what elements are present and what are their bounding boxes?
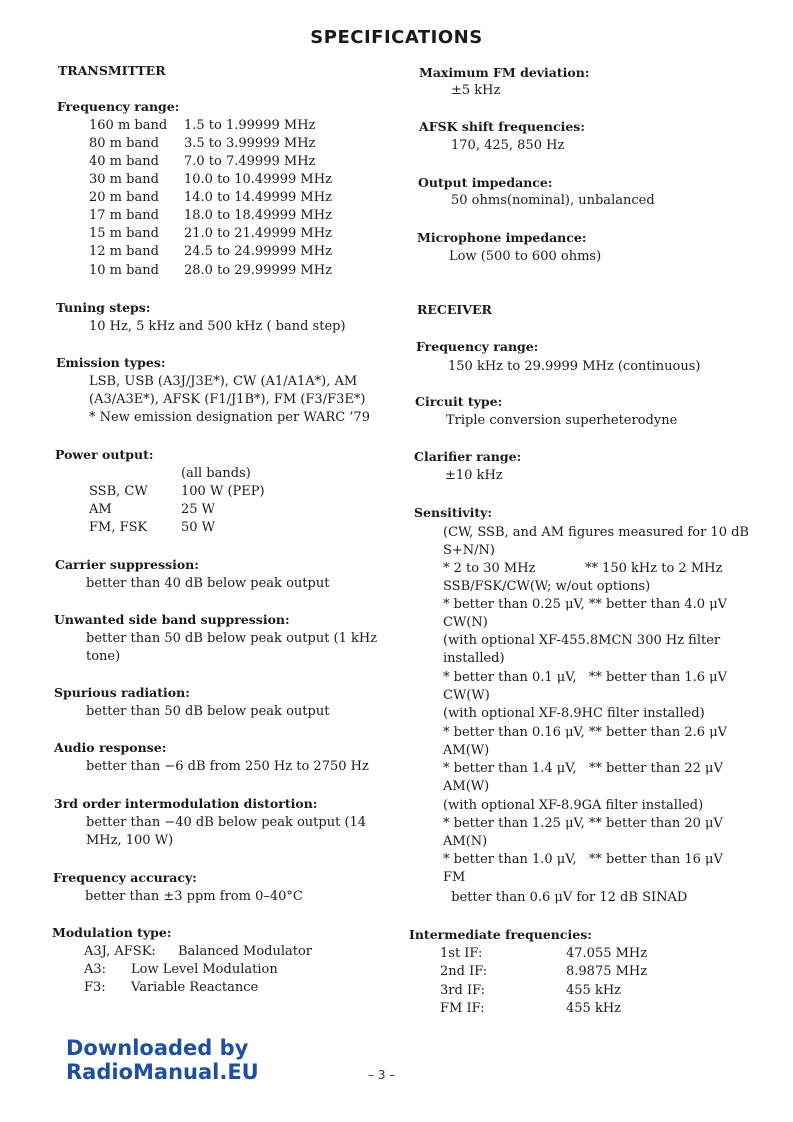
intermod-line: MHz, 100 W) xyxy=(86,833,174,848)
rx-frequency-range-label: Frequency range: xyxy=(416,339,539,354)
power-output-header: (all bands) xyxy=(181,466,251,481)
page-number: – 3 – xyxy=(368,1068,396,1082)
spurious-radiation-label: Spurious radiation: xyxy=(54,685,190,700)
band-range: 10.0 to 10.49999 MHz xyxy=(184,172,332,187)
rx-frequency-range-value: 150 kHz to 29.9999 MHz (continuous) xyxy=(448,359,701,374)
clarifier-range-label: Clarifier range: xyxy=(414,449,522,464)
clarifier-range-value: ±10 kHz xyxy=(445,468,503,483)
max-fm-deviation-label: Maximum FM deviation: xyxy=(419,65,590,80)
sensitivity-line: * better than 1.4 μV, ** better than 22 μV xyxy=(443,761,723,776)
if-name: 1st IF: xyxy=(440,946,483,961)
sensitivity-line: (CW, SSB, and AM figures measured for 10 dB xyxy=(443,525,749,540)
circuit-type-label: Circuit type: xyxy=(415,394,503,409)
sensitivity-line: better than 0.6 μV for 12 dB SINAD xyxy=(443,890,688,905)
sensitivity-line: * better than 0.1 μV, ** better than 1.6 μV xyxy=(443,670,728,685)
modulation-mode: A3J, AFSK: xyxy=(84,944,156,959)
circuit-type-value: Triple conversion superheterodyne xyxy=(446,413,678,428)
sensitivity-line: * better than 0.16 μV, ** better than 2.6 μV xyxy=(443,725,728,740)
sensitivity-line: installed) xyxy=(443,651,505,666)
band-name: 160 m band xyxy=(89,118,168,133)
if-name: FM IF: xyxy=(440,1001,485,1016)
carrier-suppression-label: Carrier suppression: xyxy=(55,557,199,572)
if-value: 455 kHz xyxy=(566,983,622,998)
intermod-label: 3rd order intermodulation distortion: xyxy=(54,796,318,811)
frequency-accuracy-value: better than ±3 ppm from 0–40°C xyxy=(85,889,303,904)
sensitivity-line: * better than 0.25 μV, ** better than 4.0 μV xyxy=(443,597,728,612)
band-name: 10 m band xyxy=(89,263,159,278)
if-name: 3rd IF: xyxy=(440,983,486,998)
band-range: 21.0 to 21.49999 MHz xyxy=(184,226,332,241)
sensitivity-line: CW(W) xyxy=(443,688,490,703)
band-range: 24.5 to 24.99999 MHz xyxy=(184,244,332,259)
tuning-steps-label: Tuning steps: xyxy=(56,300,151,315)
frequency-accuracy-label: Frequency accuracy: xyxy=(53,870,197,885)
emission-line: (A3/A3E*), AFSK (F1/J1B*), FM (F3/F3E*) xyxy=(89,392,366,407)
power-value: 50 W xyxy=(181,520,216,535)
band-range: 14.0 to 14.49999 MHz xyxy=(184,190,332,205)
microphone-impedance-value: Low (500 to 600 ohms) xyxy=(449,249,602,264)
modulation-desc: Variable Reactance xyxy=(131,980,259,995)
transmitter-heading: TRANSMITTER xyxy=(58,63,166,78)
band-name: 20 m band xyxy=(89,190,159,205)
sensitivity-line: (with optional XF-8.9GA filter installed) xyxy=(443,798,704,813)
sensitivity-label: Sensitivity: xyxy=(414,505,493,520)
power-mode: FM, FSK xyxy=(89,520,148,535)
sensitivity-line: S+N/N) xyxy=(443,543,495,558)
unwanted-sideband-line: tone) xyxy=(86,649,121,664)
band-range: 3.5 to 3.99999 MHz xyxy=(184,136,316,151)
band-name: 80 m band xyxy=(89,136,159,151)
power-value: 25 W xyxy=(181,502,216,517)
band-range: 28.0 to 29.99999 MHz xyxy=(184,263,332,278)
unwanted-sideband-label: Unwanted side band suppression: xyxy=(54,612,290,627)
tuning-steps-value: 10 Hz, 5 kHz and 500 kHz ( band step) xyxy=(89,319,346,334)
sensitivity-line: AM(W) xyxy=(443,779,490,794)
band-range: 1.5 to 1.99999 MHz xyxy=(184,118,316,133)
sensitivity-line: CW(N) xyxy=(443,615,488,630)
receiver-heading: RECEIVER xyxy=(417,302,492,317)
if-value: 455 kHz xyxy=(566,1001,622,1016)
sensitivity-line: FM xyxy=(443,870,466,885)
watermark-line-1: Downloaded by xyxy=(66,1036,249,1060)
band-range: 7.0 to 7.49999 MHz xyxy=(184,154,316,169)
intermediate-frequencies-label: Intermediate frequencies: xyxy=(409,927,592,942)
watermark-logo xyxy=(66,1036,259,1084)
sensitivity-line: (with optional XF-455.8MCN 300 Hz filter xyxy=(443,633,721,648)
band-name: 40 m band xyxy=(89,154,159,169)
watermark-line-2: RadioManual.EU xyxy=(66,1060,259,1084)
power-value: 100 W (PEP) xyxy=(181,484,265,499)
audio-response-value: better than −6 dB from 250 Hz to 2750 Hz xyxy=(86,759,369,774)
intermod-line: better than −40 dB below peak output (14 xyxy=(86,815,367,830)
modulation-type-label: Modulation type: xyxy=(52,925,172,940)
emission-types-label: Emission types: xyxy=(56,355,166,370)
emission-line: LSB, USB (A3J/J3E*), CW (A1/A1A*), AM xyxy=(89,374,358,389)
microphone-impedance-label: Microphone impedance: xyxy=(417,230,587,245)
spurious-radiation-value: better than 50 dB below peak output xyxy=(86,704,330,719)
power-mode: AM xyxy=(89,502,112,517)
band-name: 17 m band xyxy=(89,208,159,223)
output-impedance-value: 50 ohms(nominal), unbalanced xyxy=(451,193,655,208)
sensitivity-line: AM(W) xyxy=(443,743,490,758)
sensitivity-line: (with optional XF-8.9HC filter installed) xyxy=(443,706,705,721)
sensitivity-line: * 2 to 30 MHz ** 150 kHz to 2 MHz xyxy=(443,561,723,576)
sensitivity-line: SSB/FSK/CW(W; w/out options) xyxy=(443,579,651,594)
page-title: SPECIFICATIONS xyxy=(310,27,483,48)
power-output-label: Power output: xyxy=(55,447,154,462)
modulation-mode: A3: xyxy=(84,962,107,977)
band-name: 15 m band xyxy=(89,226,159,241)
sensitivity-line: * better than 1.0 μV, ** better than 16 μV xyxy=(443,852,723,867)
if-value: 8.9875 MHz xyxy=(566,964,648,979)
afsk-shift-value: 170, 425, 850 Hz xyxy=(451,138,565,153)
output-impedance-label: Output impedance: xyxy=(418,175,553,190)
if-value: 47.055 MHz xyxy=(566,946,648,961)
tx-frequency-range-label: Frequency range: xyxy=(57,99,180,114)
sensitivity-line: AM(N) xyxy=(443,834,488,849)
audio-response-label: Audio response: xyxy=(54,740,167,755)
max-fm-deviation-value: ±5 kHz xyxy=(451,83,501,98)
modulation-desc: Balanced Modulator xyxy=(178,944,313,959)
emission-line: * New emission designation per WARC ’79 xyxy=(89,410,370,425)
afsk-shift-label: AFSK shift frequencies: xyxy=(419,119,585,134)
band-name: 12 m band xyxy=(89,244,159,259)
unwanted-sideband-line: better than 50 dB below peak output (1 kHz xyxy=(86,631,378,646)
modulation-desc: Low Level Modulation xyxy=(131,962,278,977)
modulation-mode: F3: xyxy=(84,980,106,995)
band-range: 18.0 to 18.49999 MHz xyxy=(184,208,332,223)
band-name: 30 m band xyxy=(89,172,159,187)
power-mode: SSB, CW xyxy=(89,484,148,499)
sensitivity-line: * better than 1.25 μV, ** better than 20 μV xyxy=(443,816,723,831)
carrier-suppression-value: better than 40 dB below peak output xyxy=(86,576,330,591)
if-name: 2nd IF: xyxy=(440,964,488,979)
